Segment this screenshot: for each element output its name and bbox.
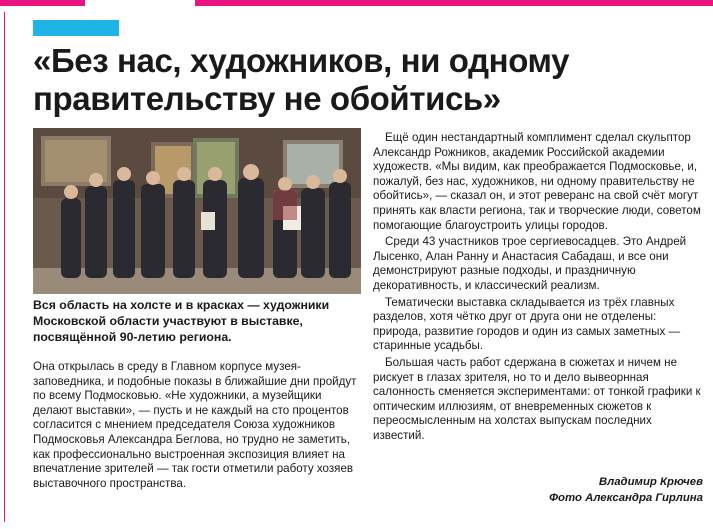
author-name: Владимир Крючев (598, 476, 703, 488)
article-body-right (373, 131, 706, 445)
byline (549, 474, 703, 506)
group-photo-illustration (33, 128, 361, 294)
top-strip-gap (85, 0, 195, 6)
paragraph: Большая часть работ сдержана в сюжетах и ничем не рискует в глазах зрителя, но то и дело вывеорнная салонность сменяется экспериментами: от тонкой графики к оптическим иллюзиям, от вневременных сюжетов к переосмысленным на холстах выпускам последних известий. (373, 355, 701, 442)
paragraph: Тематически выставка складывается из трёх главных разделов, хотя чётко друг от друга они не отделены: природа, развитие городов и один из самых заметных — старинные усадьбы. (373, 295, 681, 353)
photo-caption: Вся область на холсте и в красках — художники Московской области участвуют в выставке, посвящённой 90-летию региона. (33, 298, 330, 344)
paragraph: Ещё один нестандартный комплимент сделал скульптор Александр Рожников, академик Российской академии художеств. «Мы видим, как преображается Подмосковье, и, пожалуй, без нас, художников, ни одному правительству не обойтись», — сказал он, и этот реверанс на свой счёт могут принять как власти региона, так и творческие люди, советом помогающие благоустроить улицы городов. (373, 131, 701, 232)
section-tag-bar (33, 20, 119, 36)
article-body-left: Она открылась в среду в Главном корпусе музея-заповедника, и подобные показы в ближайшие дни пройдут по всему Подмосковью. «Не художники, а музейщики делают выставки», — пусть и не каждый на сто процентов согласится с мнением председателя Союза художников Подмосковья Александра Беглова, но трудно не заметить, как профессионально выстроенная экспозиция влияет на впечатление зрителей — так гости отметили работу хозяев выставочного пространства. (33, 360, 357, 490)
page-edge-line (4, 12, 5, 522)
photo-credit: Фото Александра Гирлина (549, 492, 703, 504)
article-headline: «Без нас, художников, ни одному правительству не обойтись» (33, 42, 570, 117)
article-photo (33, 128, 361, 294)
paragraph: Среди 43 участников трое сергиевосадцев. Это Андрей Лысенко, Алан Ранну и Анастасия Сабадаш, и все они демонстрируют разные подходы, и праздничную декоративность, и классический реализм. (373, 235, 687, 292)
